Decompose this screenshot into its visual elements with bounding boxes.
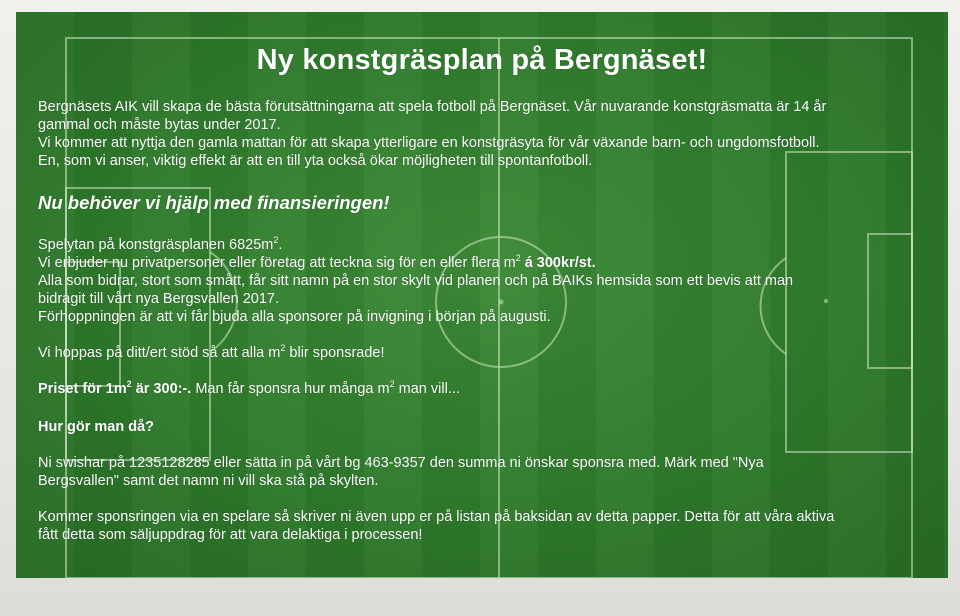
area-line: Spelytan på konstgräsplanen $6825m^2$.: [38, 235, 283, 253]
football-pitch-poster: [16, 12, 948, 578]
contribution-line-1: Alla som bidrar, stort som smått, får sitt namn på en stor skylt vid planen och på BAIKs hemsida som ett bevis att man: [38, 273, 794, 289]
hope-line: Vi hoppas på ditt/ert stöd så att alla $m^2$ blir sponsrade!: [38, 343, 385, 361]
intro-line-4: En, som vi anser, viktig effekt är att en till yta också ökar möjligheten till spontanfotboll.: [38, 153, 593, 169]
inauguration-line: Förhoppningen är att vi får bjuda alla sponsorer på invigning i början på augusti.: [38, 309, 551, 325]
price-line: Priset för $1m^2$ är 300:-. Man får sponsra hur många $m^2$ man vill...: [38, 379, 460, 397]
poster-content: [16, 12, 948, 578]
intro-line-1: Bergnäsets AIK vill skapa de bästa förutsättningarna att spela fotboll på Bergnäset. Vår nuvarande konstgräsmatta är 14 år: [38, 99, 827, 115]
financing-heading: Nu behöver vi hjälp med finansieringen!: [38, 192, 390, 213]
closing-line-2: fått detta som säljuppdrag för att vara delaktiga i processen!: [38, 527, 423, 543]
closing-line-1: Kommer sponsringen via en spelare så skriver ni även upp er på listan på baksidan av detta papper. Detta för att våra aktiva: [38, 509, 835, 525]
how-heading: Hur gör man då?: [38, 419, 155, 435]
poster-title: Ny konstgräsplan på Bergnäset!: [256, 44, 708, 76]
how-line-2: Bergsvallen" samt det namn ni vill ska stå på skylten.: [38, 473, 379, 489]
intro-line-2: gammal och måste bytas under 2017.: [38, 117, 281, 133]
offer-line: Vi erbjuder nu privatpersoner eller företag att teckna sig för en eller flera $m^2$ á 300kr/st.: [38, 253, 596, 271]
contribution-line-2: bidragit till vårt nya Bergsvallen 2017.: [38, 291, 279, 307]
intro-line-3: Vi kommer att nyttja den gamla mattan för att skapa ytterligare en konstgräsyta för vår växande barn- och ungdomsfotboll.: [38, 135, 820, 151]
how-line-1: Ni swishar på 1235128285 eller sätta in på vårt bg 463-9357 den summa ni önskar sponsra med. Märk med "Nya: [38, 455, 764, 471]
